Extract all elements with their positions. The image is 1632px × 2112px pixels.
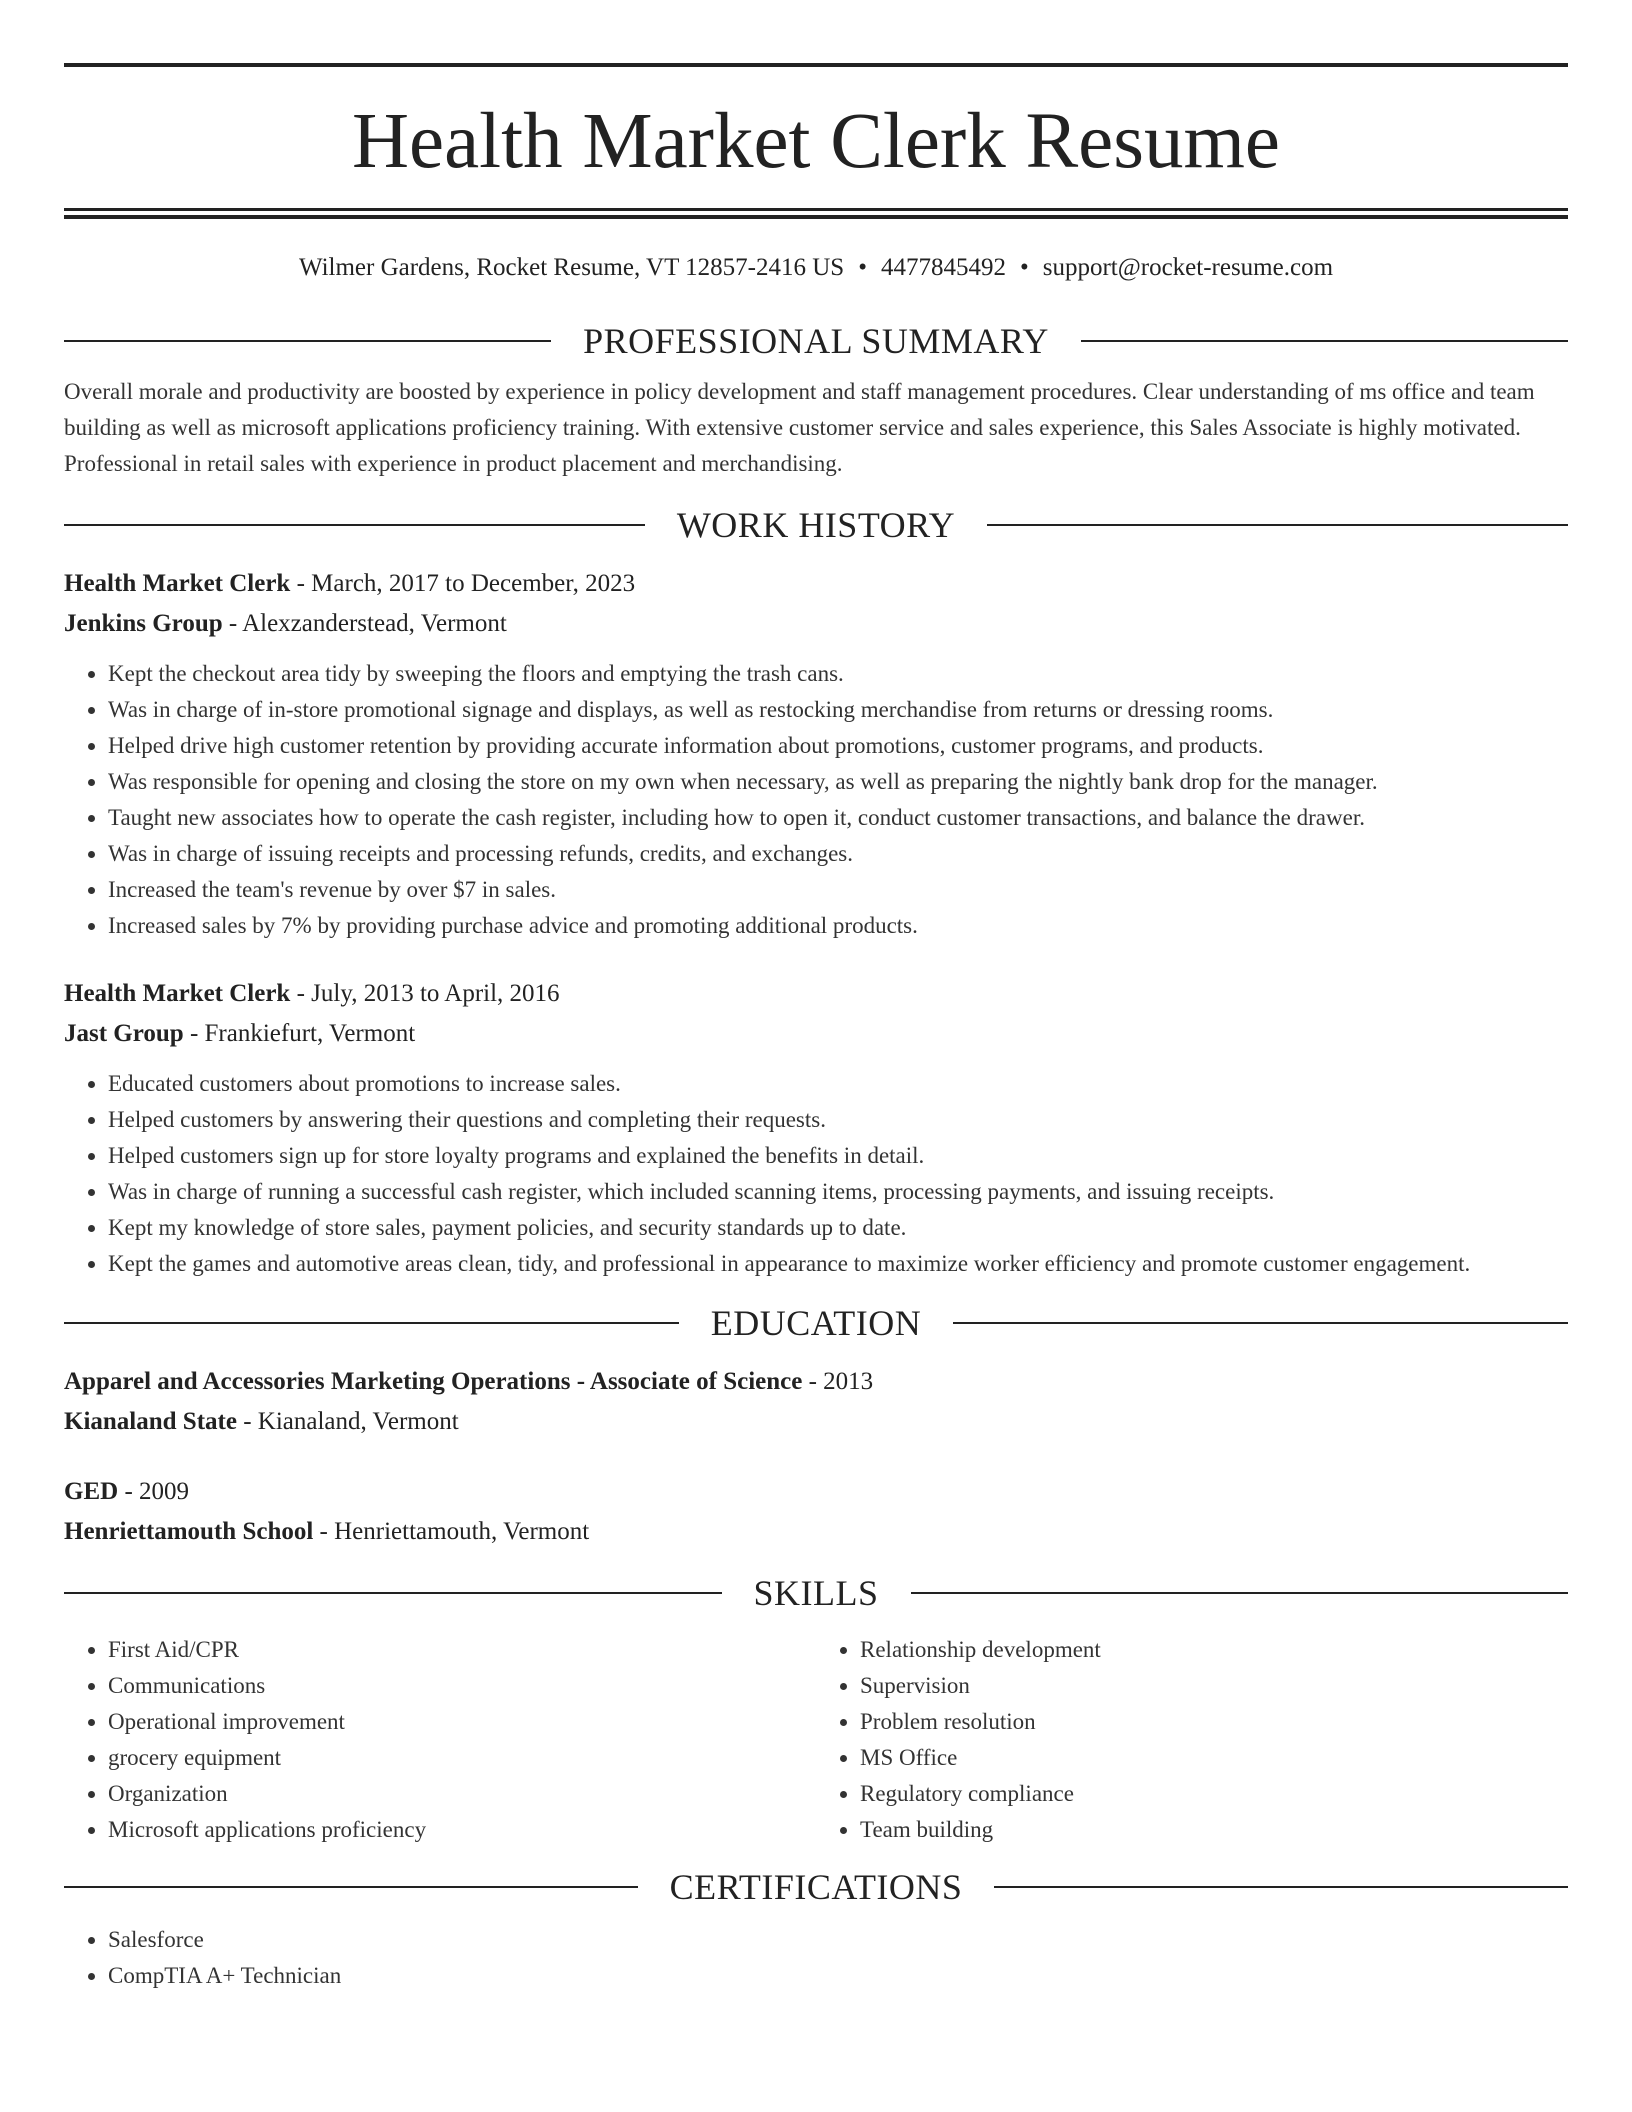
contact-separator: •	[858, 254, 867, 281]
education-year: - 2009	[118, 1478, 190, 1505]
job-company-line	[64, 1014, 1568, 1054]
job-dates: - March, 2017 to December, 2023	[290, 570, 636, 597]
job-dates: - July, 2013 to April, 2016	[290, 980, 560, 1007]
skill-item: • Communications	[108, 1668, 816, 1704]
summary-text: Overall morale and productivity are boosted by experience in policy development and staff management procedures. Clear understanding of ms office and team building as well as microsoft applications proficiency training. With extensive customer service and sales experience, this Sales Associate is highly motivated. Professional in retail sales with experience in product placement and merchandising.	[64, 379, 1535, 476]
section-rule-right	[994, 1886, 1568, 1888]
section-title-education: EDUCATION	[710, 1303, 922, 1343]
skill-item: • First Aid/CPR	[108, 1632, 816, 1668]
job-bullet: • Was in charge of running a successful cash register, which included scanning items, processing payments, and issuing receipts.	[108, 1174, 1568, 1210]
skill-item: • Supervision	[860, 1668, 1568, 1704]
section-header-certifications	[64, 1864, 1568, 1910]
section-header-summary	[64, 318, 1568, 364]
job-bullet: • Taught new associates how to operate the cash register, including how to open it, conduct customer transactions, and balance the drawer.	[108, 800, 1568, 836]
contact-email: support@rocket-resume.com	[1042, 254, 1334, 281]
education-location: - Kianaland, Vermont	[236, 1408, 459, 1435]
skills-column-right	[816, 1632, 1568, 1848]
job-location: - Alexzanderstead, Vermont	[222, 610, 507, 637]
job-bullet: • Increased the team's revenue by over $7 in sales.	[108, 872, 1568, 908]
education-entry	[64, 1362, 1568, 1442]
education-location: - Henriettamouth, Vermont	[313, 1518, 590, 1545]
top-rule	[64, 63, 1568, 67]
skill-item: • MS Office	[860, 1740, 1568, 1776]
contact-line	[64, 252, 1568, 284]
job-entry	[64, 974, 1568, 1282]
contact-separator: •	[1019, 254, 1029, 281]
education-entry	[64, 1472, 1568, 1552]
education-school-line	[64, 1402, 1568, 1442]
education-school: Kianaland State	[64, 1408, 237, 1435]
job-bullet-list	[64, 1066, 1568, 1282]
job-title: Health Market Clerk	[64, 570, 291, 597]
skill-item: • Problem resolution	[860, 1704, 1568, 1740]
section-rule-left	[64, 1322, 679, 1324]
page-title: Health Market Clerk Resume	[352, 98, 1280, 185]
job-company: Jenkins Group	[64, 610, 223, 637]
job-location: - Frankiefurt, Vermont	[183, 1020, 416, 1047]
education-degree: Apparel and Accessories Marketing Operations - Associate of Science	[64, 1368, 803, 1395]
contact-address: Wilmer Gardens, Rocket Resume, VT 12857-2416 US	[298, 254, 845, 281]
section-rule-left	[64, 1592, 722, 1594]
section-rule-right	[1081, 340, 1568, 342]
section-title-work: WORK HISTORY	[676, 505, 956, 545]
job-bullet: • Helped customers sign up for store loyalty programs and explained the benefits in detail.	[108, 1138, 1568, 1174]
section-header-skills	[64, 1570, 1568, 1616]
section-rule-left	[64, 340, 551, 342]
job-bullet: • Helped customers by answering their questions and completing their requests.	[108, 1102, 1568, 1138]
education-year: - 2013	[802, 1368, 874, 1395]
education-degree-line	[64, 1362, 1568, 1402]
section-header-work	[64, 502, 1568, 548]
job-bullet: • Was in charge of issuing receipts and processing refunds, credits, and exchanges.	[108, 836, 1568, 872]
section-rule-left	[64, 1886, 638, 1888]
section-rule-left	[64, 524, 645, 526]
section-title-skills: SKILLS	[753, 1573, 879, 1613]
section-rule-right	[987, 524, 1568, 526]
job-bullet: • Increased sales by 7% by providing purchase advice and promoting additional products.	[108, 908, 1568, 944]
skill-item: • Team building	[860, 1812, 1568, 1848]
job-title: Health Market Clerk	[64, 980, 291, 1007]
job-company-line	[64, 604, 1568, 644]
education-degree: GED	[64, 1478, 119, 1505]
section-rule-right	[911, 1592, 1569, 1594]
double-rule	[64, 208, 1568, 219]
job-entry	[64, 564, 1568, 944]
skill-item: • Relationship development	[860, 1632, 1568, 1668]
job-bullet-list	[64, 656, 1568, 944]
education-school-line	[64, 1512, 1568, 1552]
section-title-summary: PROFESSIONAL SUMMARY	[583, 321, 1049, 361]
job-bullet: • Was in charge of in-store promotional signage and displays, as well as restocking merchandise from returns or dressing rooms.	[108, 692, 1568, 728]
certifications-list	[64, 1922, 1568, 1994]
skill-item: • Organization	[108, 1776, 816, 1812]
job-bullet: • Kept the games and automotive areas clean, tidy, and professional in appearance to maximize worker efficiency and promote customer engagement.	[108, 1246, 1568, 1282]
section-title-certifications: CERTIFICATIONS	[669, 1867, 963, 1907]
job-bullet: • Was responsible for opening and closing the store on my own when necessary, as well as preparing the nightly bank drop for the manager.	[108, 764, 1568, 800]
section-header-education	[64, 1300, 1568, 1346]
job-bullet: • Helped drive high customer retention by providing accurate information about promotions, customer programs, and products.	[108, 728, 1568, 764]
skill-item: • Regulatory compliance	[860, 1776, 1568, 1812]
education-degree-line	[64, 1472, 1568, 1512]
job-title-line	[64, 564, 1568, 604]
certification-item: • CompTIA A+ Technician	[108, 1958, 1568, 1994]
section-rule-right	[953, 1322, 1568, 1324]
certification-item: • Salesforce	[108, 1922, 1568, 1958]
contact-phone: 4477845492	[880, 254, 1006, 281]
skill-item: • Microsoft applications proficiency	[108, 1812, 816, 1848]
skills-column-left	[64, 1632, 816, 1848]
job-company: Jast Group	[64, 1020, 184, 1047]
skill-item: • grocery equipment	[108, 1740, 816, 1776]
skills-grid	[64, 1632, 1568, 1848]
job-title-line	[64, 974, 1568, 1014]
job-bullet: • Kept the checkout area tidy by sweeping the floors and emptying the trash cans.	[108, 656, 1568, 692]
job-bullet: • Educated customers about promotions to increase sales.	[108, 1066, 1568, 1102]
job-bullet: • Kept my knowledge of store sales, payment policies, and security standards up to date.	[108, 1210, 1568, 1246]
education-school: Henriettamouth School	[64, 1518, 314, 1545]
skill-item: • Operational improvement	[108, 1704, 816, 1740]
